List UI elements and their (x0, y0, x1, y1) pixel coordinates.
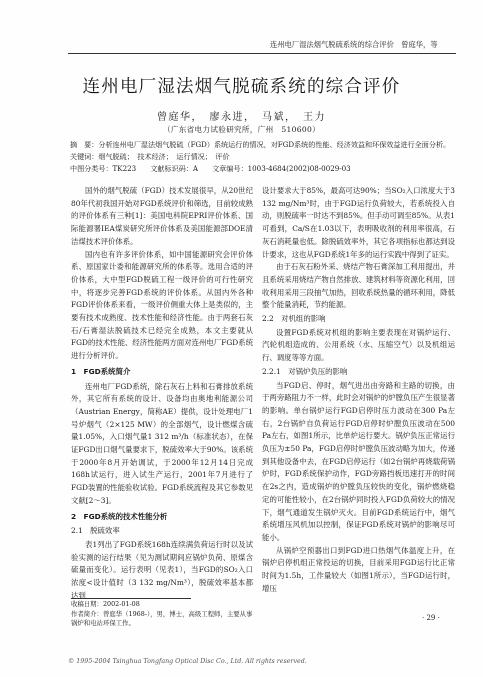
body-paragraph: 连州电厂FGD系统，除石灰石上料和石膏排放系统外，其它所有系统的设计、设备均由奥地利能源公司（Austrian Energy，简称AE）提供，设计处理电厂1号炉烟气（2×125 MW）的全部烟气，设计燃煤含硫量1.05%，入口烟气量1 312 m³/h（标准状态），在保证FGD出口烟气量要求下，脱硫效率大于90%。该系统于2000年8月开始调试，于2000年12月14日完成168h试运行，进入试生产运行，2001年7月进行了FGD装置的性能验收试验。FGD系统流程及其它参数见文献[2～3]。 (71, 381, 253, 505)
affiliation: （广东省电力试验研究所，广州 510600） (162, 125, 321, 134)
page-number: · 29 · (422, 614, 440, 622)
subsection-heading: 2.2.1 对锅炉负压的影响 (262, 366, 348, 376)
abstract: 摘 要：分析连州电厂湿法烟气脱硫（FGD）系统运行的情况，对FGD系统的性能、经济效益和环保效益进行全面分析。 (70, 140, 451, 149)
keywords: 关键词：烟气脱硫； 技术经济； 运行情况； 评价 (70, 152, 230, 161)
body-paragraph: 国内也有许多评价体系，如中国能源研究会评价体系、原国家计委和能源研究所的体系等。选用合适的评价体系，大中型FGD脱硫工程一级评价的可行性研究中，将逐步完善FGD系统的评价体系。从国内外各种FGD评价体系来看，一级评价侧重大体上是类似的，主要有技术成熟度、技术性能和经济性能。由于两套石灰石/石膏湿法脱硫技术已经完全成熟，本文主要就从FGD的技术性能、经济性能两方面对连州电厂FGD系统进行分析评价。 (71, 249, 253, 361)
running-header: 连州电厂湿法烟气脱硫系统的综合评价 曾庭华，等 (270, 40, 438, 49)
footnote: 收稿日期：2002-01-08 作者简介：曾庭华（1968-），男，博士，高级工程师，主要从事锅炉和电站环保工作。 (71, 600, 253, 627)
header-rule (68, 53, 456, 54)
section-heading: 2 FGD系统的技术性能分析 (71, 511, 168, 521)
subsection-heading: 2.1 脱硫效率 (71, 526, 120, 536)
subsection-heading: 2.2 对机组的影响 (262, 314, 326, 324)
copyright-line: © 1995-2004 Tsinghua Tongfang Optical Disc Co., Ltd. All rights reserved. (68, 658, 307, 665)
body-paragraph: 设计要求大于85%，最高可达90%；当SO₂入口浓度大于3 132 mg/Nm³时，由于FGD运行负荷较大，若系统投入自动，则脱硫率一时达不到85%。但手动可调至85%。从表1可看到，Ca/S在1.03以下，表明吸收剂的利用率很高，石灰石消耗量也低。除脱硫效率外，其它各项指标也都达到设计要求，这也从FGD系统1年多的运行实践中得到了证实。 (262, 186, 455, 259)
author-list: 曾庭华， 廖永进， 马斌， 王力 (157, 112, 326, 123)
body-paragraph: 设置FGD系统对机组的影响主要表现在对锅炉运行、汽轮机组造成的、公用系统（水、压缩空气）以及机组运行、调度等等方面。 (262, 327, 455, 363)
right-column (262, 185, 455, 596)
section-heading: 1 FGD系统简介 (71, 366, 131, 376)
left-column (71, 185, 253, 600)
body-paragraph: 国外的烟气脱硫（FGD）技术发展很早，从20世纪80年代初我国开始对FGD系统评价和筛选，目前较成熟的评价体系有三种[1]：美国电科院EPRI评价体系、国际能源署IEA煤炭研究所评价体系及美国能源部DOE清洁煤技术评价体系。 (71, 186, 253, 246)
body-paragraph: 由于石灰石粉外采、烧结产物石膏深加工利用提出，并且系统采用烧结产物自然排放、建筑材料等资源化利用，回收利用采用三段抽气加热，回收系统热量的循环利用，降低整个能量消耗，节约能源。 (262, 262, 455, 310)
classification-line: 中图分类号：TK223 文献标识码：A 文章编号：1003-4684(2002)08-0029-03 (70, 164, 351, 173)
footnote-rule (71, 598, 191, 599)
body-paragraph: 表1列出了FGD系统168h连续满负荷运行时以及试验实测的运行结果（见为测试期间应锅炉负荷、原煤含硫量而变化）。运行表明（见表1），当FGD的SO₂入口浓度<设计值时（3 132 mg/Nm³），脱硫效率基本都达到 (71, 539, 253, 600)
body-paragraph: 当FGD启、停时，烟气进出由旁路和主路的切换，由于两旁路阻力不一样，此时会对锅炉的炉膛负压产生很显著的影响。单台锅炉运行FGD启停时压力波动在300 Pa左右，2台锅炉自负荷运行FGD启停时炉膛负压波动在500 Pa左右，如图1所示，比单炉运行要大。锅炉负压正常运行负压为±50 Pa，FGD启停时炉膛负压波动略为加大，传递到其他设备中去，在FGD启停运行（如2台锅炉再烧载荷锅炉时，FGD系统保护动作，FGD旁路挡板迅速打开的时间在2s之内，造成锅炉的炉膛负压较快的变化，锅炉燃烧稳定的可能性较小，在2台锅炉同时投入FGD负荷较大的情况下，烟气通道发生锅炉灭火。目前FGD系统运行中，烟气系统增压风机加以控制，保证FGD系统对锅炉的影响尽可能小。 (262, 380, 455, 542)
body-paragraph: 从锅炉空预器出口到FGD进口热烟气体温度上升，在锅炉启停机组正常投运的切换，目前采用FGD运行比正常时间为1.5h，工作量较大（如图1所示），当FGD运行时，增压 (262, 545, 455, 593)
paper-title: 连州电厂湿法烟气脱硫系统的综合评价 (82, 77, 401, 97)
